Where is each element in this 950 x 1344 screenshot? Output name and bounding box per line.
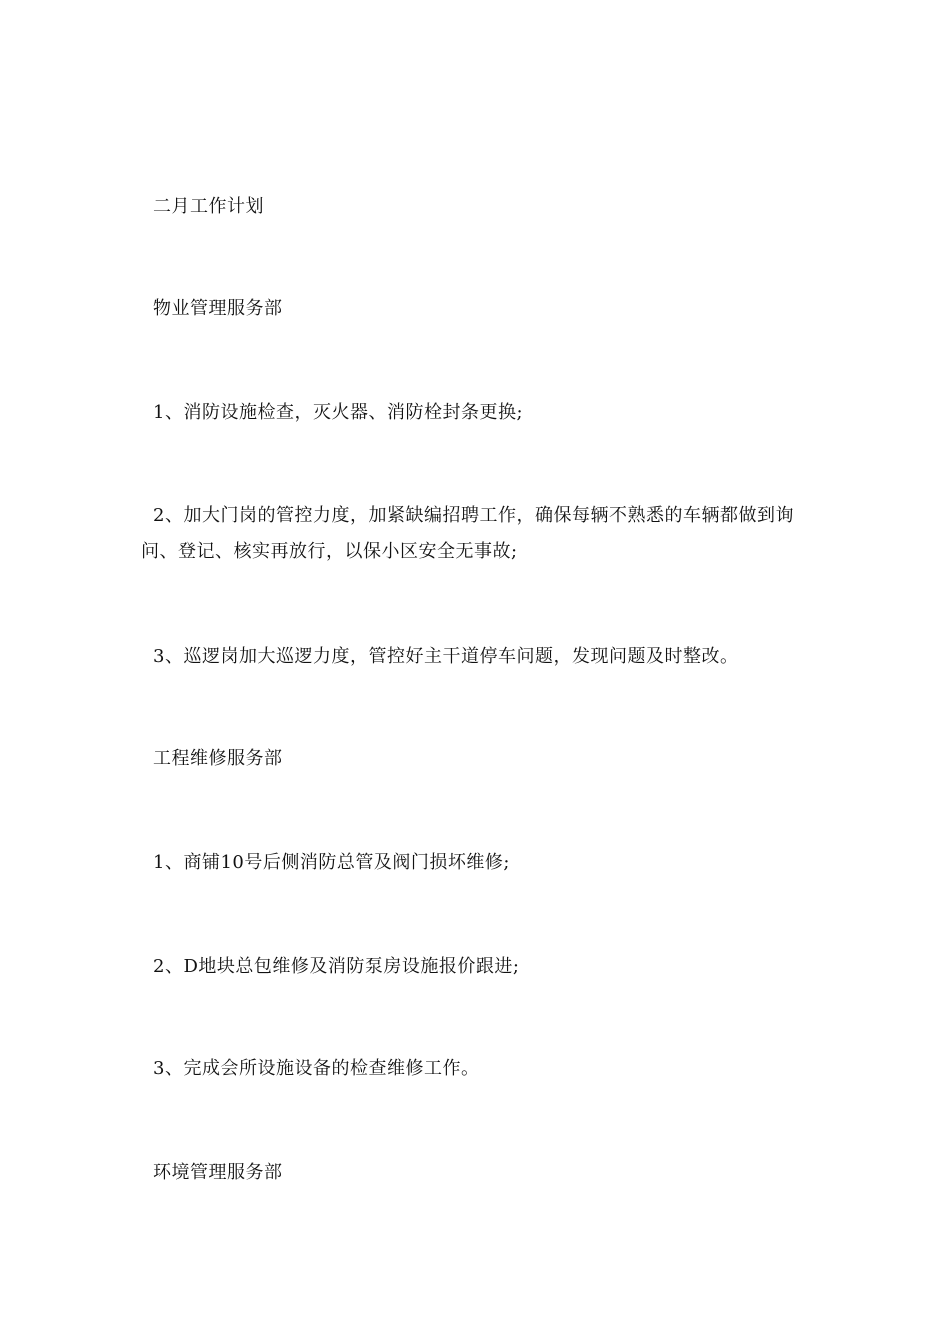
property-item-2: 2、加大门岗的管控力度，加紧缺编招聘工作，确保每辆不熟悉的车辆都做到询问、登记、核实再放行，以保小区安全无事故; bbox=[141, 505, 794, 562]
section-heading-engineering: 工程维修服务部 bbox=[153, 748, 283, 769]
engineering-item-2: 2、D地块总包维修及消防泵房设施报价跟进; bbox=[153, 956, 520, 977]
engineering-item-1: 1、商铺10号后侧消防总管及阀门损坏维修; bbox=[153, 852, 510, 873]
engineering-item-3: 3、完成会所设施设备的检查维修工作。 bbox=[153, 1058, 480, 1079]
document-title: 二月工作计划 bbox=[153, 196, 264, 217]
property-item-1: 1、消防设施检查，灭火器、消防栓封条更换; bbox=[153, 402, 524, 423]
section-heading-environment: 环境管理服务部 bbox=[153, 1162, 283, 1183]
property-item-3: 3、巡逻岗加大巡逻力度，管控好主干道停车问题，发现问题及时整改。 bbox=[153, 646, 739, 667]
section-heading-property: 物业管理服务部 bbox=[153, 298, 283, 319]
